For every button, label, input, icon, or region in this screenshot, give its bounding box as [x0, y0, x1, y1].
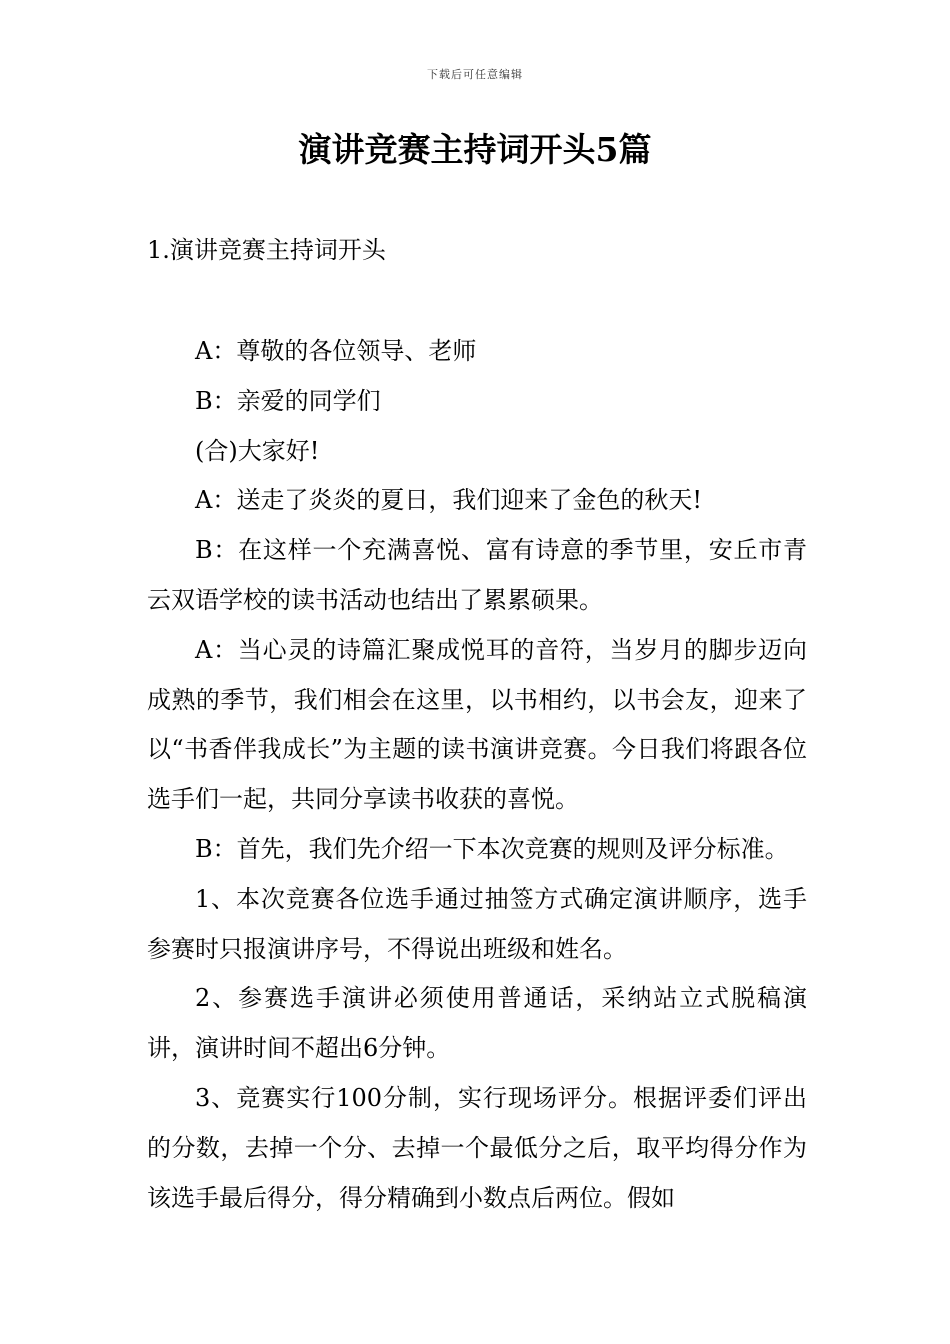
paragraph: 2、参赛选手演讲必须使用普通话，采纳站立式脱稿演讲，演讲时间不超出6分钟。 [147, 984, 807, 1063]
paragraph: 3、竞赛实行100分制，实行现场评分。根据评委们评出的分数，去掉一个分、去掉一个最低分之后，取平均得分作为该选手最后得分，得分精确到小数点后两位。假如 [147, 1083, 807, 1212]
header-note: 下载后可任意编辑 [427, 68, 523, 81]
paragraph: B：亲爱的同学们 [195, 386, 381, 415]
paragraph: B：在这样一个充满喜悦、富有诗意的季节里，安丘市青云双语学校的读书活动也结出了累累硕果。 [147, 536, 807, 614]
paragraph: (合)大家好! [195, 436, 320, 465]
paragraph: B：首先，我们先介绍一下本次竞赛的规则及评分标准。 [195, 834, 789, 863]
body-text [147, 327, 807, 1223]
paragraph: A：送走了炎炎的夏日，我们迎来了金色的秋天! [195, 486, 702, 515]
paragraph: 1、本次竞赛各位选手通过抽签方式确定演讲顺序，选手参赛时只报演讲序号，不得说出班级和姓名。 [147, 884, 807, 963]
paragraph: A：当心灵的诗篇汇聚成悦耳的音符，当岁月的脚步迈向成熟的季节，我们相会在这里，以书相约，以书会友，迎来了以“书香伴我成长”为主题的读书演讲竞赛。今日我们将跟各位选手们一起，共同分享读书收获的喜悦。 [147, 635, 807, 814]
paragraph: A：尊敬的各位领导、老师 [195, 337, 477, 365]
section-heading: 1.演讲竞赛主持词开头 [147, 236, 386, 264]
document-title: 演讲竞赛主持词开头5篇 [298, 130, 652, 169]
